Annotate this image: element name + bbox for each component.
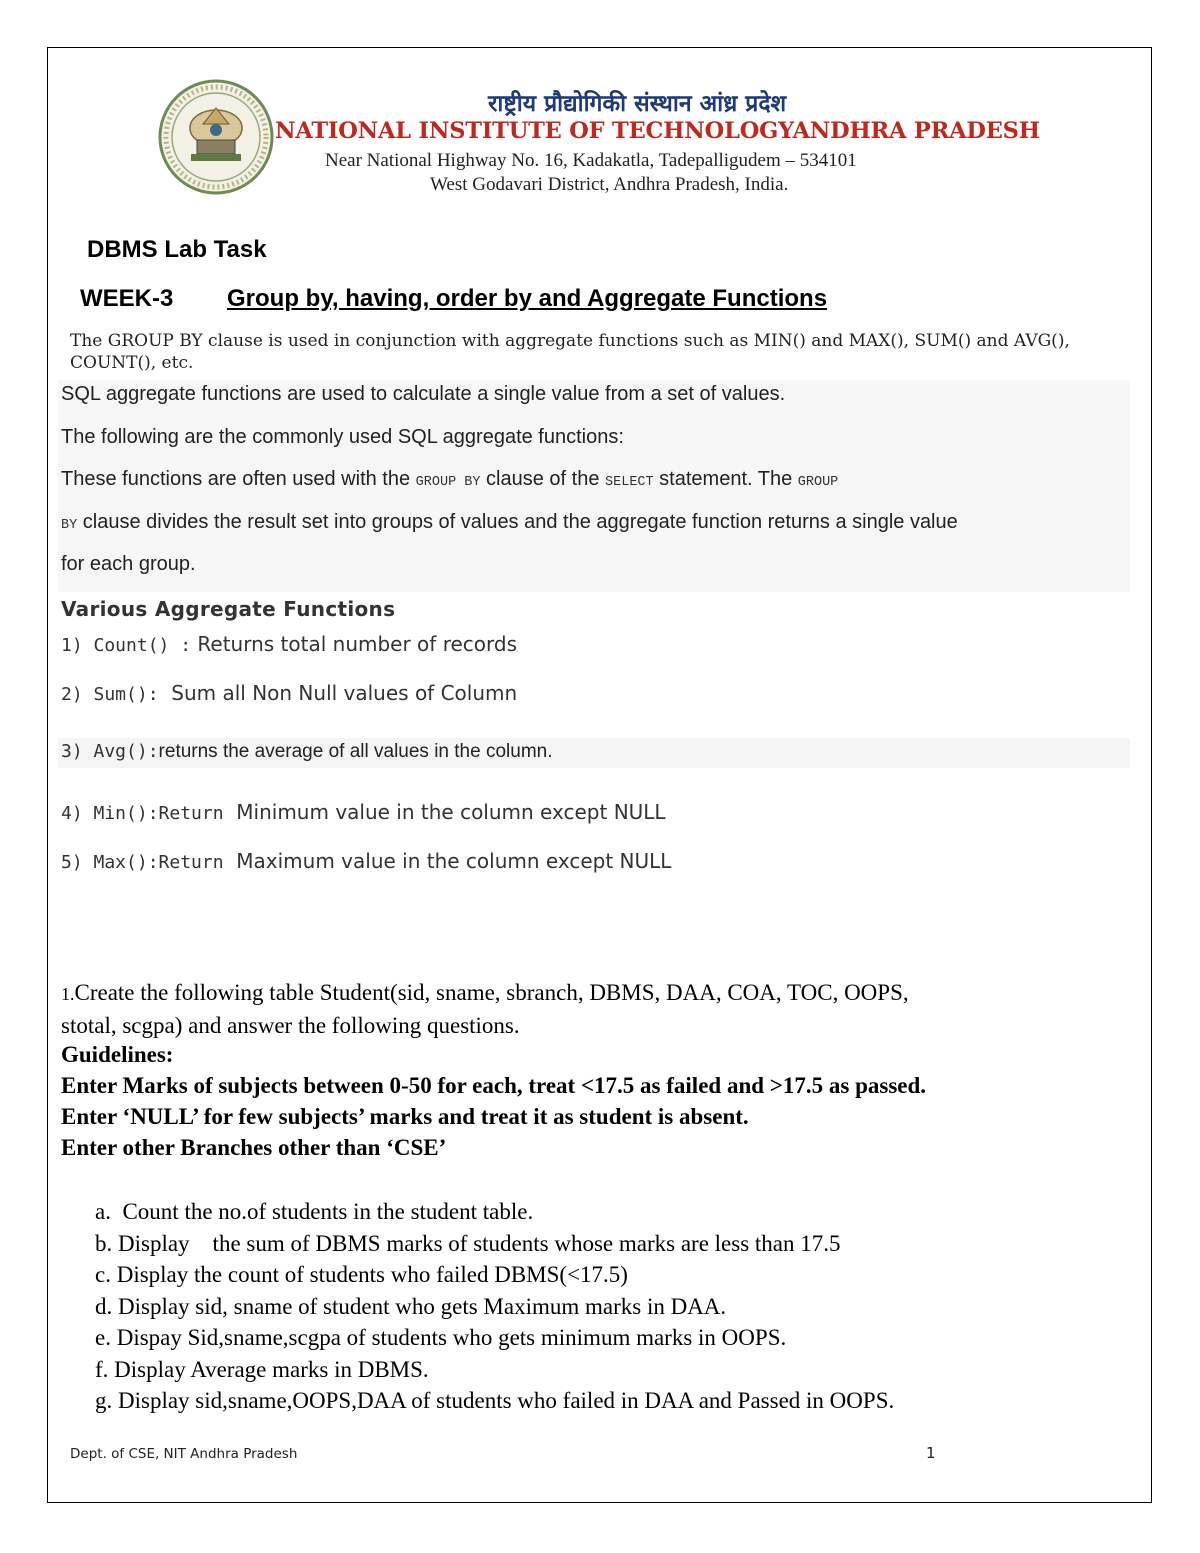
function-code: 3) Avg(): (61, 741, 159, 762)
function-sum (61, 681, 517, 705)
paragraph-4-text: clause divides the result set into groups of values and the aggregate function returns a single value (77, 511, 958, 533)
task-line-2: stotal, scgpa) and answer the following questions. (61, 1013, 520, 1038)
function-avg (61, 741, 553, 763)
code-select: SELECT (605, 475, 654, 490)
function-max (61, 849, 671, 873)
institute-name: NATIONAL INSTITUTE OF TECHNOLOGYANDHRA PRADESH (275, 118, 1040, 144)
code-by: BY (61, 518, 78, 533)
function-code: 5) Max():Return (61, 852, 224, 873)
paragraph-4 (61, 511, 958, 534)
list-item: e. Dispay Sid,sname,scgpa of students who gets minimum marks in OOPS. (95, 1325, 787, 1350)
list-item: d. Display sid, sname of student who gets Maximum marks in DAA. (95, 1293, 727, 1319)
function-code: 2) Sum(): (61, 684, 159, 705)
institute-hindi-name: राष्ट्रीय प्रौद्योगिकी संस्थान आंध्र प्रदेश (488, 91, 787, 117)
guidelines-heading: Guidelines: (61, 1042, 174, 1067)
function-desc: Returns total number of records (191, 632, 517, 656)
function-desc: Maximum value in the column except NULL (223, 849, 672, 873)
question-list (95, 1196, 894, 1417)
function-desc: Minimum value in the column except NULL (223, 800, 666, 824)
function-code: 4) Min():Return (61, 803, 224, 824)
paragraph-2: The following are the commonly used SQL aggregate functions: (61, 426, 624, 448)
week-heading (80, 285, 828, 313)
task-number: 1. (61, 984, 75, 1004)
list-item: c. Display the count of students who failed DBMS(<17.5) (95, 1262, 628, 1287)
paragraph-1: SQL aggregate functions are used to calculate a single value from a set of values. (61, 383, 786, 405)
function-min (61, 800, 666, 824)
list-item: b. Display the sum of DBMS marks of students whose marks are less than 17.5 (95, 1230, 841, 1256)
function-code: 1) Count() : (61, 635, 192, 656)
paragraph-5: for each group. (61, 553, 196, 575)
task-statement (61, 977, 909, 1041)
task-line-1 (61, 977, 909, 1010)
list-item: g. Display sid,sname,OOPS,DAA of students who failed in DAA and Passed in OOPS. (95, 1388, 895, 1413)
week-topic: Group by, having, order by and Aggregate Functions (227, 285, 828, 312)
paragraph-3-text-c: statement. The (653, 468, 798, 490)
guideline-1: Enter Marks of subjects between 0-50 for each, treat <17.5 as failed and >17.5 as passed. (61, 1073, 927, 1098)
institute-emblem-icon (157, 78, 275, 196)
code-group: GROUP (797, 475, 839, 490)
code-group-by: GROUP BY (415, 475, 481, 490)
paragraph-3-text-a: These functions are often used with the (61, 468, 416, 490)
guideline-2: Enter ‘NULL’ for few subjects’ marks and treat it as student is absent. (61, 1104, 749, 1129)
aggregate-functions-heading: Various Aggregate Functions (61, 597, 396, 621)
paragraph-3-text-b: clause of the (480, 468, 606, 490)
function-count (61, 632, 517, 656)
address-line-1: Near National Highway No. 16, Kadakatla, Tadepalligudem – 534101 (325, 150, 857, 171)
list-item: a. Count the no.of students in the student table. (95, 1199, 534, 1224)
page-number: 1 (926, 1444, 936, 1462)
list-item: f. Display Average marks in DBMS. (95, 1356, 429, 1382)
paragraph-3 (61, 468, 838, 491)
lab-title: DBMS Lab Task (87, 236, 267, 263)
address-line-2: West Godavari District, Andhra Pradesh, India. (430, 174, 789, 195)
guideline-3: Enter other Branches other than ‘CSE’ (61, 1135, 447, 1160)
intro-paragraph: The GROUP BY clause is used in conjunction with aggregate functions such as MIN() and MAX(), SUM() and AVG(), COUNT(), etc. (70, 331, 1070, 373)
footer-department: Dept. of CSE, NIT Andhra Pradesh (70, 1446, 298, 1462)
function-desc: Sum all Non Null values of Column (158, 681, 518, 705)
task-line-1-text: Create the following table Student(sid, sname, sbranch, DBMS, DAA, COA, TOC, OOPS, (74, 980, 909, 1005)
week-label: WEEK-3 (80, 285, 174, 312)
function-desc: returns the average of all values in the column. (158, 741, 553, 762)
